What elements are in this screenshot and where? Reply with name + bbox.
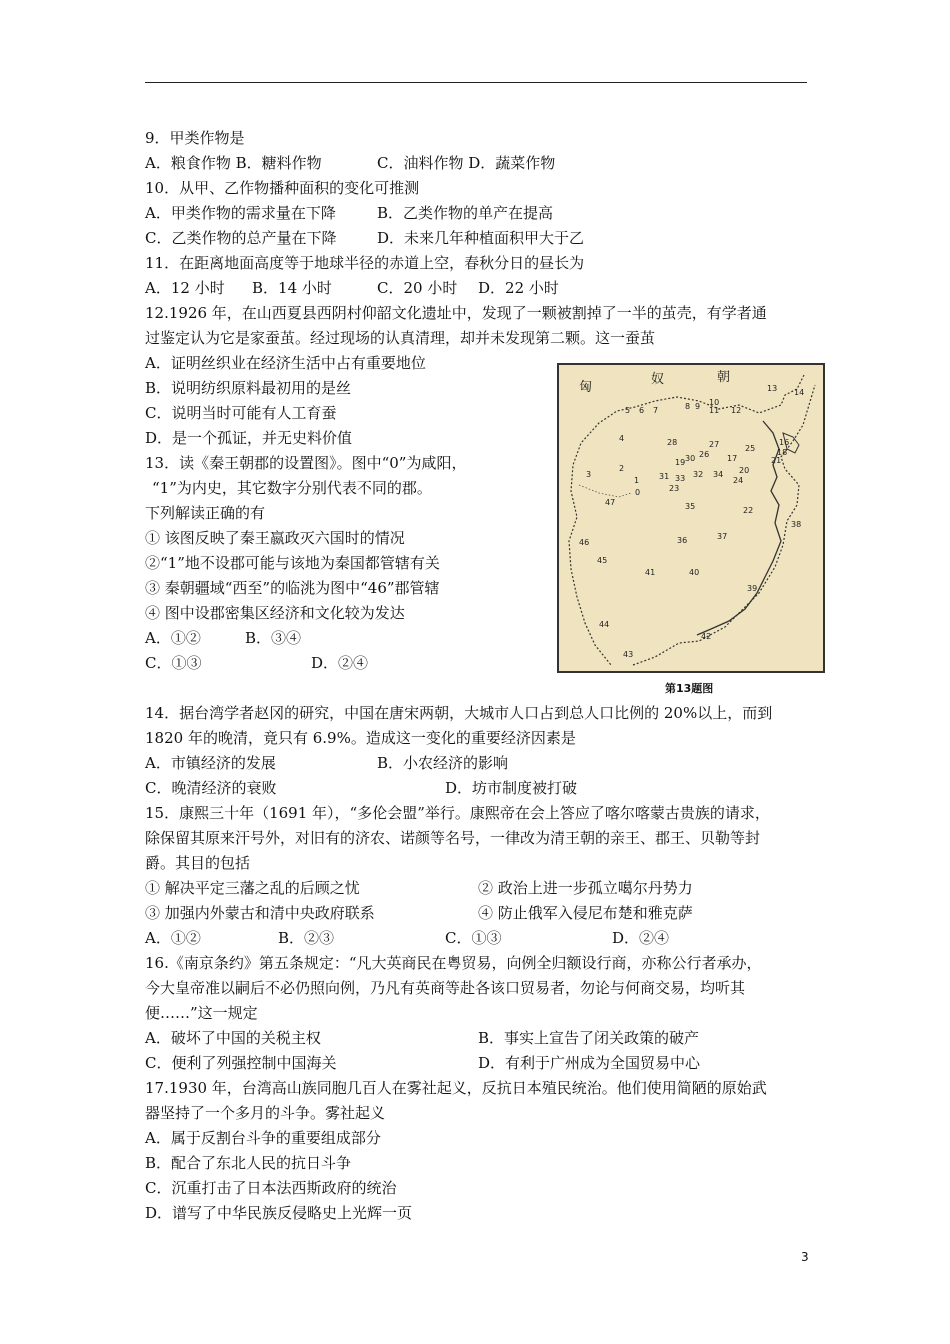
map-commandery-number: 21 [771, 456, 782, 465]
q13-option-a: A．①② [145, 629, 201, 647]
q16-option-b: B．事实上宣告了闭关政策的破产 [478, 1029, 700, 1047]
map-commandery-number: 25 [745, 444, 756, 453]
map-commandery-number: 34 [713, 470, 724, 479]
map-commandery-number: 10 [709, 398, 720, 407]
q11-option-d: D．22 小时 [478, 279, 559, 297]
map-commandery-number: 19 [675, 458, 686, 467]
q14-option-a: A．市镇经济的发展 [145, 754, 276, 772]
map-coastline [697, 421, 781, 635]
q13-statement-2: ②“1”地不设郡可能与该地为秦国都管辖有关 [145, 554, 440, 572]
map-commandery-number: 30 [685, 454, 696, 463]
q16-stem-line1: 16.《南京条约》第五条规定：“凡大英商民在粤贸易，向例全归额设行商，亦称公行者承办， [145, 954, 762, 972]
map-number-labels [579, 384, 804, 659]
q15-stem-line1: 15．康熙三十年（1691 年），“多伦会盟”举行。康熙帝在会上答应了喀尔喀蒙古贵族的请求， [145, 804, 770, 822]
map-commandery-number: 9 [695, 402, 701, 411]
map-commandery-number: 16 [779, 438, 790, 447]
map-commandery-number: 26 [699, 450, 710, 459]
map-commandery-number: 5 [625, 406, 631, 415]
q12-option-d: D．是一个孤证，并无史料价值 [145, 429, 353, 447]
map-commandery-number: 46 [579, 538, 590, 547]
map-commandery-number: 8 [685, 402, 691, 411]
q12-option-b: B．说明纺织原料最初用的是丝 [145, 379, 352, 397]
map-commandery-number: 42 [701, 632, 712, 641]
map-commandery-number: 14 [794, 388, 805, 397]
q13-stem-line2: “1”为内史，其它数字分别代表不同的郡。 [152, 479, 432, 497]
q12-stem-line1: 12.1926 年，在山西夏县西阴村仰韶文化遗址中，发现了一颗被割掉了一半的茧壳，有学者通 [145, 304, 767, 322]
map-commandery-number: 7 [653, 406, 659, 415]
q15-option-b: B．②③ [278, 929, 335, 947]
map-commandery-number: 6 [639, 406, 645, 415]
q17-option-b: B．配合了东北人民的抗日斗争 [145, 1154, 352, 1172]
map-commandery-number: 36 [677, 536, 688, 545]
map-commandery-number: 20 [739, 466, 750, 475]
qin-commandery-map [557, 363, 825, 673]
map-commandery-number: 41 [645, 568, 656, 577]
map-commandery-number: 2 [619, 464, 625, 473]
q15-stem-line2: 除保留其原来汗号外，对旧有的济农、诺颜等名号，一律改为清王朝的亲王、郡王、贝勒等封 [145, 829, 761, 847]
q14-stem-line1: 14．据台湾学者赵冈的研究，中国在唐宋两朝，大城市人口占到总人口比例的 20%以上，而到 [145, 704, 773, 722]
map-commandery-number: 3 [586, 470, 592, 479]
map-label-chao: 朝 [717, 370, 731, 385]
map-commandery-number: 44 [599, 620, 610, 629]
q14-option-b: B．小农经济的影响 [377, 754, 509, 772]
map-commandery-number: 45 [597, 556, 608, 565]
q13-stem-line3: 下列解读正确的有 [145, 504, 266, 522]
header-rule [145, 82, 807, 83]
map-drawing [559, 365, 823, 671]
map-commandery-number: 47 [605, 498, 616, 507]
q15-stem-line3: 爵。其目的包括 [145, 854, 251, 872]
q10-option-d: D．未来几年种植面积甲大于乙 [377, 229, 585, 247]
map-commandery-number: 12 [731, 406, 742, 415]
q10-option-b: B．乙类作物的单产在提高 [377, 204, 554, 222]
map-commandery-number: 32 [693, 470, 704, 479]
q15-statement-1: ① 解决平定三藩之乱的后顾之忧 [145, 879, 360, 897]
q14-option-d: D．坊市制度被打破 [445, 779, 578, 797]
q17-option-a: A．属于反割台斗争的重要组成部分 [145, 1129, 381, 1147]
q9-option-cd: C．油料作物 D．蔬菜作物 [377, 154, 556, 172]
map-commandery-number: 24 [733, 476, 744, 485]
q15-option-d: D．②④ [612, 929, 670, 947]
q14-option-c: C．晚清经济的衰败 [145, 779, 277, 797]
page-number: 3 [801, 1250, 809, 1264]
map-commandery-number: 40 [689, 568, 700, 577]
map-commandery-number: 39 [747, 584, 758, 593]
q17-stem-line2: 器坚持了一个多月的斗争。雾社起义 [145, 1104, 386, 1122]
q10-option-c: C．乙类作物的总产量在下降 [145, 229, 337, 247]
map-commandery-number: 11 [709, 406, 720, 415]
q10-option-a: A．甲类作物的需求量在下降 [145, 204, 336, 222]
q15-statement-4: ④ 防止俄军入侵尼布楚和雅克萨 [478, 904, 693, 922]
q15-statement-3: ③ 加强内外蒙古和清中央政府联系 [145, 904, 375, 922]
q11-option-b: B．14 小时 [252, 279, 332, 297]
map-commandery-number: 18 [777, 448, 788, 457]
map-commandery-number: 22 [743, 506, 754, 515]
q11-stem: 11．在距离地面高度等于地球半径的赤道上空，春秋分日的昼长为 [145, 254, 585, 272]
map-label-nu: 奴 [651, 372, 665, 387]
map-inner-border [579, 485, 631, 497]
q16-option-a: A．破坏了中国的关税主权 [145, 1029, 321, 1047]
q13-statement-4: ④ 图中设郡密集区经济和文化较为发达 [145, 604, 405, 622]
q17-stem-line1: 17.1930 年，台湾高山族同胞几百人在雾社起义，反抗日本殖民统治。他们使用简陋的原始武 [145, 1079, 767, 1097]
map-commandery-number: 28 [667, 438, 678, 447]
map-commandery-number: 27 [709, 440, 720, 449]
q16-option-c: C．便利了列强控制中国海关 [145, 1054, 337, 1072]
map-commandery-number: 0 [635, 488, 641, 497]
q17-option-d: D．谱写了中华民族反侵略史上光辉一页 [145, 1204, 413, 1222]
q9-stem: 9．甲类作物是 [145, 129, 245, 147]
q12-option-c: C．说明当时可能有人工育蚕 [145, 404, 337, 422]
map-commandery-number: 38 [791, 520, 802, 529]
map-commandery-number: 43 [623, 650, 634, 659]
map-commandery-number: 13 [767, 384, 778, 393]
q15-option-a: A．①② [145, 929, 201, 947]
q16-stem-line2: 今大皇帝准以嗣后不必仍照向例，乃凡有英商等赴各该口贸易者，勿论与何商交易，均听其 [145, 979, 746, 997]
map-caption: 第13题图 [665, 682, 714, 695]
q15-statement-2: ② 政治上进一步孤立噶尔丹势力 [478, 879, 693, 897]
q13-option-b: B．③④ [245, 629, 302, 647]
q13-option-d: D．②④ [311, 654, 369, 672]
map-commandery-number: 17 [727, 454, 738, 463]
q17-option-c: C．沉重打击了日本法西斯政府的统治 [145, 1179, 397, 1197]
map-commandery-number: 1 [634, 476, 640, 485]
q12-option-a: A．证明丝织业在经济生活中占有重要地位 [145, 354, 426, 372]
q16-stem-line3: 便……”这一规定 [145, 1004, 258, 1022]
q11-option-a: A．12 小时 [145, 279, 225, 297]
q11-option-c: C．20 小时 [377, 279, 458, 297]
map-commandery-number: 31 [659, 472, 670, 481]
map-label-xiong: 匈 [579, 380, 593, 395]
map-commandery-number: 35 [685, 502, 696, 511]
q16-option-d: D．有利于广州成为全国贸易中心 [478, 1054, 701, 1072]
q13-stem-line1: 13．读《秦王朝郡的设置图》。图中“0”为咸阳， [145, 454, 467, 472]
map-commandery-number: 37 [717, 532, 728, 541]
q13-statement-1: ① 该图反映了秦王嬴政灭六国时的情况 [145, 529, 405, 547]
q12-stem-line2: 过鉴定认为它是家蚕茧。经过现场的认真清理，却并未发现第二颗。这一蚕茧 [145, 329, 656, 347]
q9-option-ab: A．粮食作物 B．糖料作物 [145, 154, 322, 172]
q13-option-c: C．①③ [145, 654, 202, 672]
map-commandery-number: 4 [619, 434, 625, 443]
q14-stem-line2: 1820 年的晚清，竟只有 6.9%。造成这一变化的重要经济因素是 [145, 729, 576, 747]
q10-stem: 10．从甲、乙作物播种面积的变化可推测 [145, 179, 420, 197]
q15-option-c: C．①③ [445, 929, 502, 947]
map-commandery-number: 23 [669, 484, 680, 493]
q13-statement-3: ③ 秦朝疆域“西至”的临洮为图中“46”郡管辖 [145, 579, 440, 597]
map-commandery-number: 33 [675, 474, 686, 483]
